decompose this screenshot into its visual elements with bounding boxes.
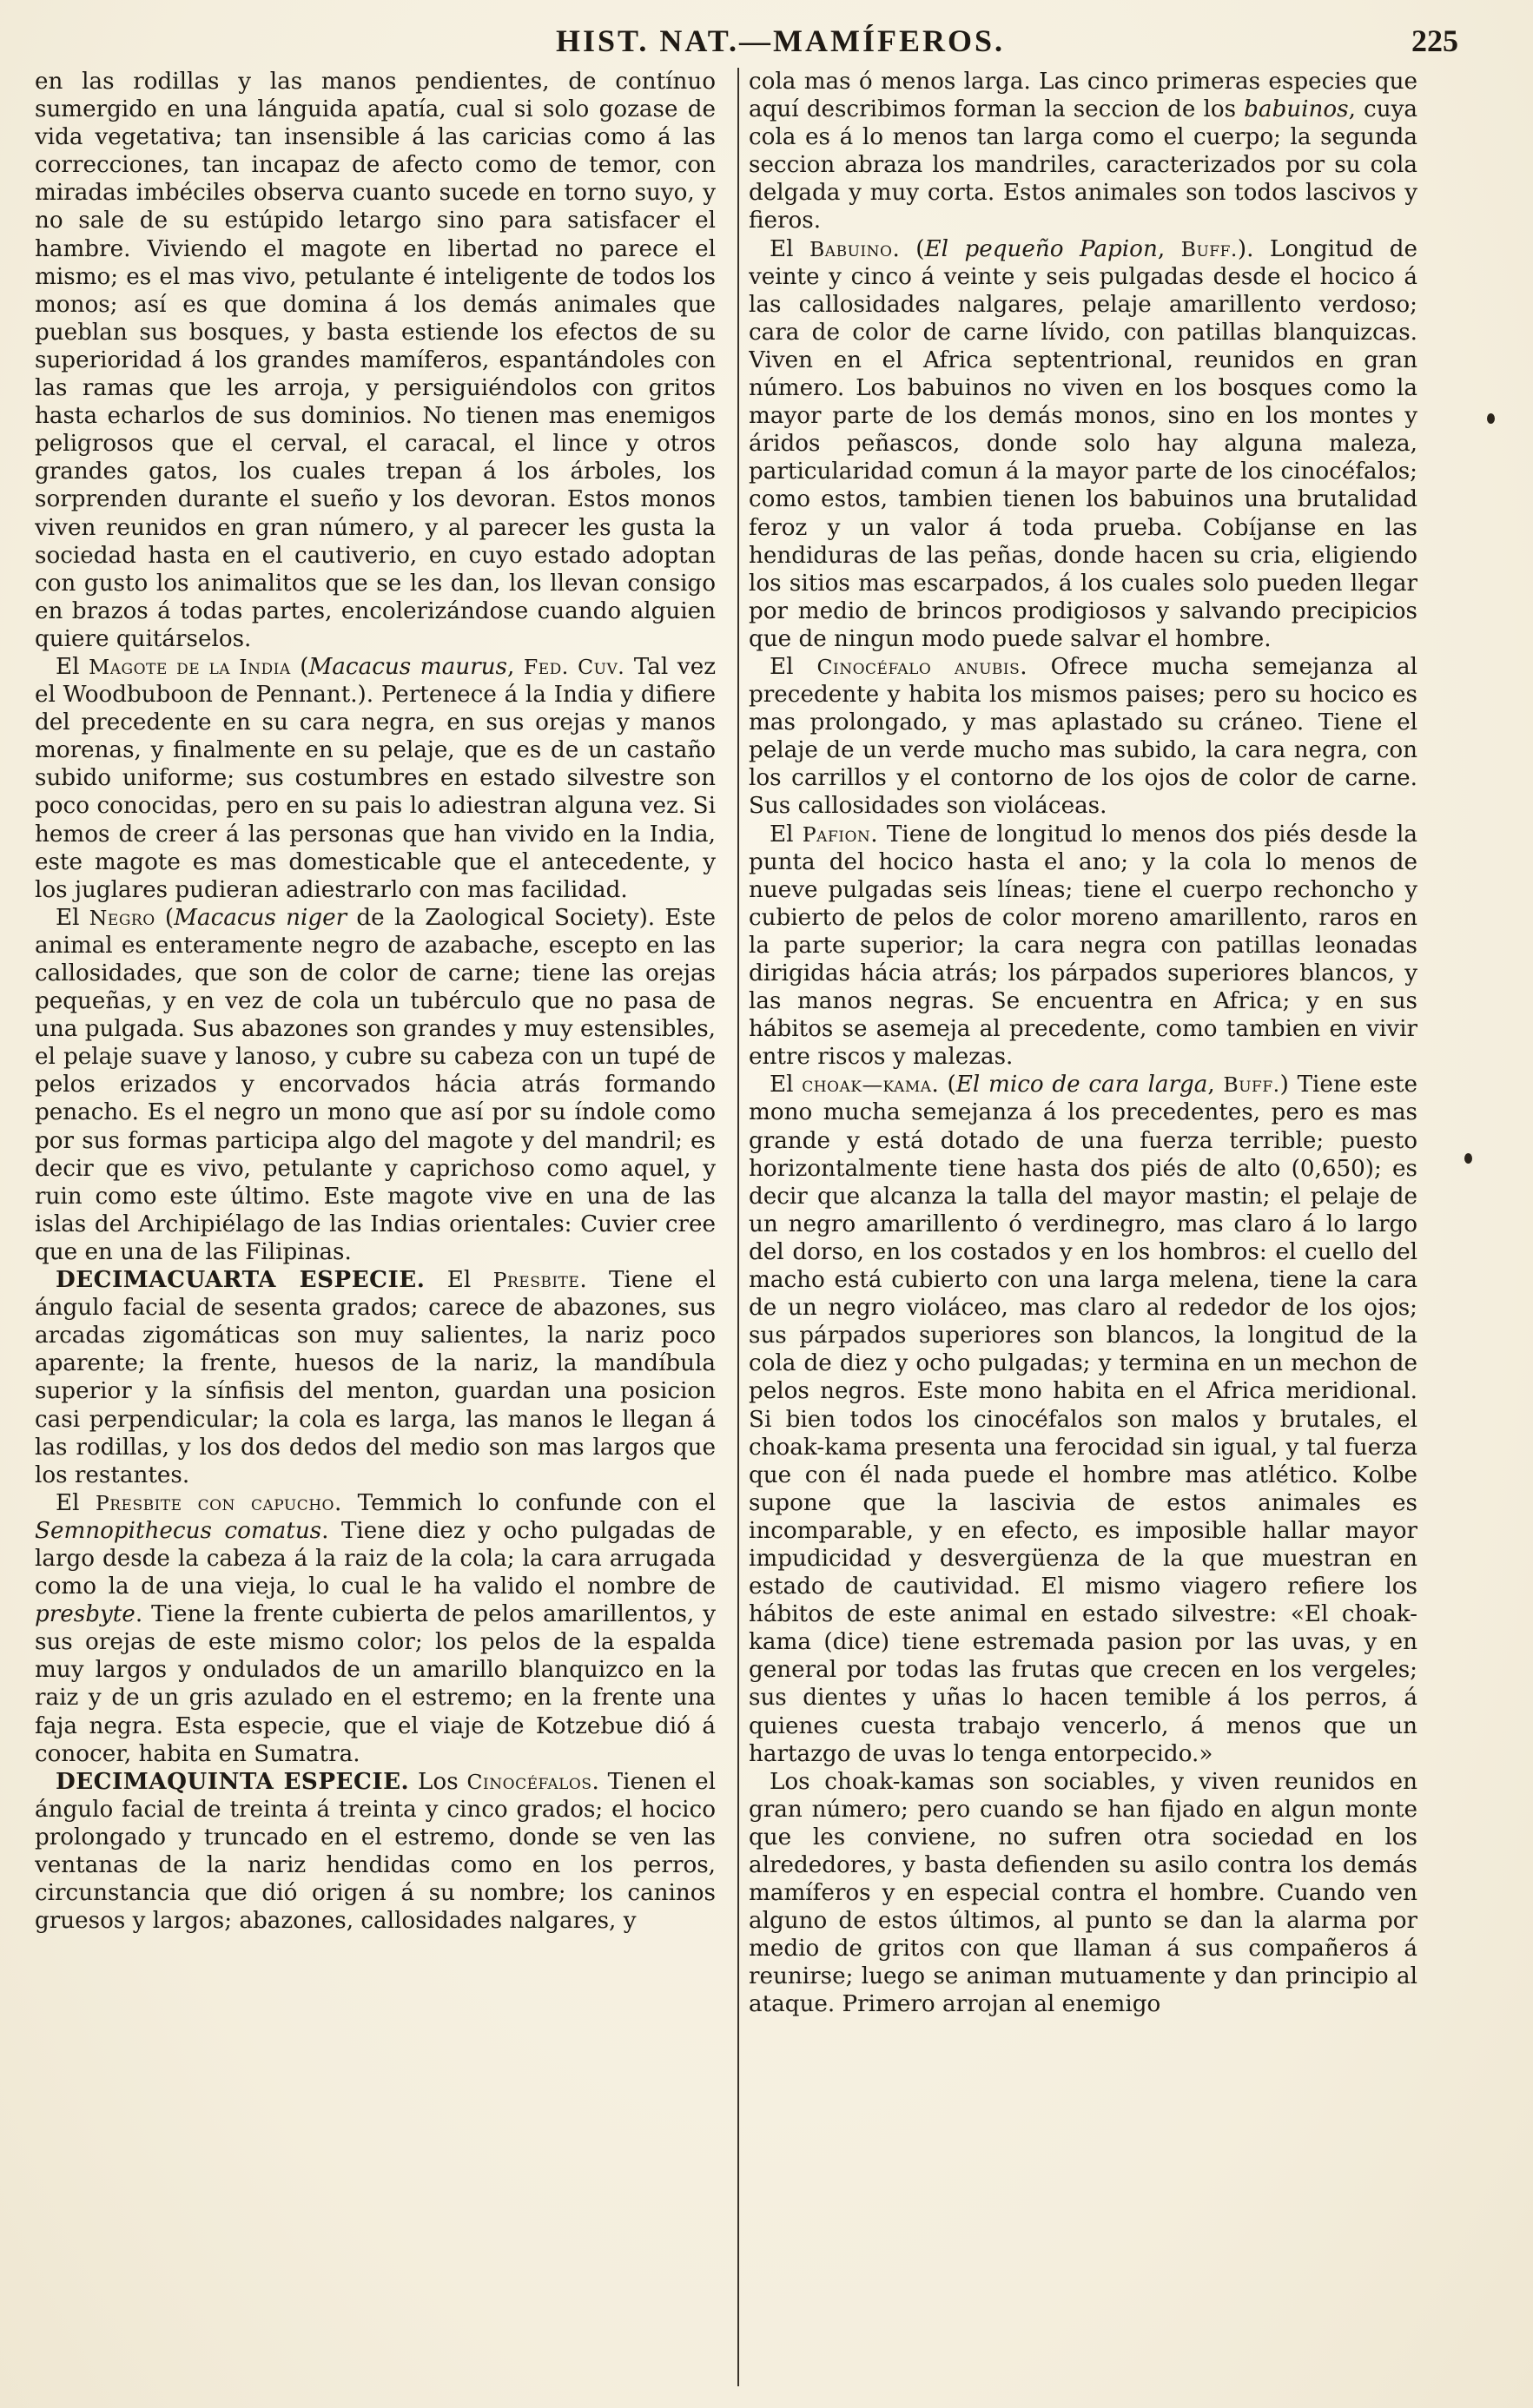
section-heading: DECIMACUARTA ESPECIE. — [56, 1266, 426, 1294]
paragraph-text: . Tienen el ángulo facial de treinta á treinta y cinco grados; el hocico prolongado y truncado en el estremo, donde se ven las ventanas de la nariz hendidas como en los perros, circunstancia que dió origen á su nombre; los caninos gruesos y largos; abazones, callosidades nalgares, y — [35, 1768, 716, 1935]
paragraph-magote-india: El Magote de la India (Macacus maurus, Fed. Cuv. Tal vez el Woodbuboon de Pennant.). Pertenece á la India y difiere del precedente en su cara negra, en sus orejas y manos morenas, y finalmente en su pelaje, que es de un castaño subido uniforme; sus costumbres en estado silvestre son poco conocidas, pero en su pais lo adiestran alguna vez. Si hemos de creer á las personas que han vivido en la India, este magote es mas domesticable que el antecedente, y los juglares pudieran adiestrarlo con mas facilidad. — [35, 653, 716, 903]
paragraph-text: . Tiene de longitud lo menos dos piés desde la punta del hocico hasta el ano; y la cola lo menos de nueve pulgadas seis líneas; tiene el cuerpo rechoncho y cubierto de pelos de color moreno amarillento, raros en la parte superior; la cara negra con patillas leonadas dirigidas hácia atrás; los párpados superiores blancos, y las manos negras. Se encuentra en Africa; y en sus hábitos se asemeja al precedente, como tambien en vivir entre riscos y malezas. — [749, 821, 1417, 1071]
common-name: El pequeño Papion — [924, 235, 1158, 262]
scientific-name: Macacus maurus — [308, 653, 507, 680]
paragraph-decimaquinta: DECIMAQUINTA ESPECIE. Los Cinocéfalos. Tienen el ángulo facial de treinta á treinta y cinco grados; el hocico prolongado y truncado en el estremo, donde se ven las ventanas de la nariz hendidas como en los perros, circunstancia que dió origen á su nombre; los caninos gruesos y largos; abazones, callosidades nalgares, y — [35, 1767, 716, 1935]
paragraph-choak-kama: El choak—kama. (El mico de cara larga, Buff.) Tiene este mono mucha semejanza á los precedentes, pero es mas grande y está dotado de una fuerza terrible; puesto horizontalmente tiene hasta dos piés de alto (0,650); es decir que alcanza la talla del mayor mastin; el pelaje de un negro amarillento ó verdinegro, mas claro á lo largo del dorso, en los costados y en los hombros: el cuello del macho está cubierto con una larga melena, tiene la cara de un negro violáceo, mas claro al rededor de los ojos; sus párpados superiores son blancos, la longitud de la cola de diez y ocho pulgadas; y termina en un mechon de pelos negros. Este mono habita en el Africa meridional. Si bien todos los cinocéfalos son malos y brutales, el choak-kama presenta una ferocidad sin igual, y tal fuerza que con él nada puede el hombre mas atlético. Kolbe supone que la lascivia de estos animales es incomparable, y en efecto, es imposible hallar mayor impudicidad y desvergüenza de la que muestran en estado de cautividad. El mismo viagero refiere los hábitos de este animal en estado silvestre: «El choak-kama (dice) tiene estremada pasion por las uvas, y en general por todas las frutas que crecen en los vergeles; sus dientes y uñas lo hacen temible á los perros, á quienes cuesta trabajo vencerlo, á menos que un hartazgo de uvas lo tenga entorpecido.» — [749, 1072, 1417, 1767]
author-abbrev: Buff. — [1223, 1072, 1280, 1098]
left-column — [35, 68, 716, 2395]
paragraph-text: . Tiene diez y ocho pulgadas de largo desde la cabeza á la raiz de la cola; la cara arrugada como la de una vieja, lo cual le ha valido el nombre de — [35, 1517, 716, 1600]
paragraph-text: . Tiene la frente cubierta de pelos amarillentos, y sus orejas de este mismo color; los pelos de la espalda muy largos y ondulados de un amarillo blanquizco en la raiz y de un gris azulado en el estremo; en la frente una faja negra. Esta especie, que el viaje de Kotzebue dió á conocer, habita en Sumatra. — [35, 1601, 716, 1767]
scientific-name: Semnopithecus comatus — [35, 1517, 322, 1544]
species-name: Cinocéfalos — [466, 1769, 592, 1794]
paragraph-magote-continued — [35, 68, 716, 653]
paragraph-text: en las rodillas y las manos pendientes, de contínuo sumergido en una lánguida apatía, cual si solo gozase de vida vegetativa; tan insensible á las caricias como á las correcciones, tan incapaz de afecto como de temor, con miradas imbéciles observa cuanto sucede en torno suyo, y no sale de su estúpido letargo sino para satisfacer el hambre. Viviendo el magote en libertad no parece el mismo; es el mas vivo, petulante é inteligente de todos los monos; así es que domina á los demás animales que pueblan sus bosques, y basta estiende los efectos de su superioridad á los grandes mamíferos, espantándoles con las ramas que les arroja, y persiguiéndolos con gritos hasta echarlos de sus dominios. No tienen mas enemigos peligrosos que el cerval, el caracal, el lince y otros grandes gatos, los cuales trepan á los árboles, los sorprenden durante el sueño y los devoran. Estos monos viven reunidos en gran número, y al parecer les gusta la sociedad hasta en el cautiverio, en cuyo estado adoptan con gusto los animalitos que se les dan, los llevan consigo en brazos á todas partes, encolerizándose cuando alguien quiere quitárselos. — [35, 69, 716, 652]
paragraph-babuino: El Babuino. (El pequeño Papion, Buff.). Longitud de veinte y cinco á veinte y seis pulgadas desde el hocico á las callosidades nalgares, pelaje amarillento verdoso; cara de color de carne lívido, con patillas blanquizcas. Viven en el Africa septentrional, reunidos en gran número. Los babuinos no viven en los bosques como la mayor parte de los demás monos, sino en los montes y áridos peñascos, donde solo hay alguna maleza, particularidad comun á la mayor parte de los cinocéfalos; como estos, tambien tienen los babuinos una brutalidad feroz y un valor á toda prueba. Cobíjanse en las hendiduras de las peñas, donde hacen su cria, eligiendo los sitios mas escarpados, á los cuales solo pueden llegar por medio de brincos prodigiosos y salvando precipicios que de ningun modo puede salvar el hombre. — [749, 235, 1417, 652]
common-name: El mico de cara larga — [955, 1072, 1208, 1098]
species-name: Cinocéfalo anubis — [816, 654, 1021, 679]
species-name: Negro — [89, 905, 155, 930]
species-name: Magote de la India — [89, 654, 291, 679]
italic-word: babuinos — [1244, 96, 1349, 123]
paragraph-text: cola mas ó menos larga. Las cinco primeras especies que aquí describimos forman la seccion de los — [749, 69, 1417, 123]
paragraph-anubis: El Cinocéfalo anubis. Ofrece mucha semejanza al precedente y habita los mismos paises; pero su hocico es mas prolongado, y mas aplastado su cráneo. Tiene el pelaje de un verde mucho mas subido, la cara negra, con los carrillos y el contorno de los ojos de color de carne. Sus callosidades son violáceas. — [749, 653, 1417, 820]
italic-word: presbyte — [35, 1601, 135, 1628]
species-name: Pafion — [802, 821, 871, 847]
paragraph-text: Tal vez el Woodbuboon de Pennant.). Pertenece á la India y difiere del precedente en su cara negra, en sus orejas y manos morenas, y finalmente en su pelaje, que es de un castaño subido uniforme; sus costumbres en estado silvestre son poco conocidas, pero en su pais lo adiestran alguna vez. Si hemos de creer á las personas que han vivido en la India, este magote es mas domesticable que el antecedente, y los juglares pudieran adiestrarlo con mas facilidad. — [35, 653, 716, 903]
paragraph-text: ). Longitud de veinte y cinco á veinte y seis pulgadas desde el hocico á las callosidades nalgares, pelaje amarillento verdoso; cara de color de carne lívido, con patillas blanquizcas. Viven en el Africa septentrional, reunidos en gran número. Los babuinos no viven en los bosques como la mayor parte de los demás monos, sino en los montes y áridos peñascos, donde solo hay alguna maleza, particularidad comun á la mayor parte de los cinocéfalos; como estos, tambien tienen los babuinos una brutalidad feroz y un valor á toda prueba. Cobíjanse en las hendiduras de las peñas, donde hacen su cria, eligiendo los sitios mas escarpados, á los cuales solo pueden llegar por medio de brincos prodigiosos y salvando precipicios que de ningun modo puede salvar el hombre. — [749, 235, 1417, 652]
author-abbrev: Fed. Cuv. — [523, 654, 625, 679]
author-abbrev: Buff. — [1180, 236, 1238, 261]
species-name: Babuino — [809, 236, 893, 261]
paragraph-text: Los choak-kamas son sociables, y viven reunidos en gran número; pero cuando se han fijado en algun monte que les conviene, no sufren otra sociedad en los alrededores, y basta defienden su asilo contra los demás mamíferos y en especial contra el hombre. Cuando ven alguno de estos últimos, al punto se dan la alarma por medio de gritos con que llaman á sus compañeros á reunirse; luego se animan mutuamente y dan principio al ataque. Primero arrojan al enemigo — [749, 1768, 1417, 2018]
section-heading: DECIMAQUINTA ESPECIE. — [56, 1767, 410, 1795]
paragraph-presbite-capucho: El Presbite con capucho. Temmich lo confunde con el Semnopithecus comatus. Tiene diez y ocho pulgadas de largo desde la cabeza á la raiz de la cola; la cara arrugada como la de una vieja, lo cual le ha valido el nombre de presbyte. Tiene la frente cubierta de pelos amarillentos, y sus orejas de este mismo color; los pelos de la espalda muy largos y ondulados de un amarillo blanquizco en la raiz y de un gris azulado en el estremo; en la frente una faja negra. Esta especie, que el viaje de Kotzebue dió á conocer, habita en Sumatra. — [35, 1489, 716, 1767]
scientific-name: Macacus niger — [174, 904, 347, 931]
paragraph-text: , cuya cola es á lo menos tan larga como el cuerpo; la segunda seccion abraza los mandriles, caracterizados por su cola delgada y muy corta. Estos animales son todos lascivos y fieros. — [749, 96, 1417, 234]
paragraph-text: . Temmich lo confunde con el — [334, 1489, 716, 1516]
running-header — [0, 12, 1533, 73]
column-divider — [737, 68, 739, 2386]
species-name: Presbite con capucho — [95, 1490, 334, 1515]
ink-blot-mark — [1487, 413, 1495, 424]
page-number: 225 — [1411, 23, 1458, 58]
paragraph-text: . Tiene el ángulo facial de sesenta grados; carece de abazones, sus arcadas zigomáticas son muy salientes, la nariz poco aparente; la frente, huesos de la nariz, la mandíbula superior y la sínfisis del menton, guardan una posicion casi perpendicular; la cola es larga, las manos le llegan á las rodillas, y los dos dedos del medio son mas largos que los restantes. — [35, 1267, 716, 1488]
paragraph-negro: El Negro (Macacus niger de la Zaological Society). Este animal es enteramente negro de azabache, escepto en las callosidades, que son de color de carne; tiene las orejas pequeñas, y en vez de cola un tubérculo que no pasa de una pulgada. Sus abazones son grandes y muy estensibles, el pelaje suave y lanoso, y cubre su cabeza con un tupé de pelos erizados y encorvados hácia atrás formando penacho. Es el negro un mono que así por su índole como por sus formas participa algo del magote y del mandril; es decir que es vivo, petulante y caprichoso como aquel, y ruin como este último. Este magote vive en una de las islas del Archipiélago de las Indias orientales: Cuvier cree que en una de las Filipinas. — [35, 904, 716, 1265]
species-name: Presbite — [492, 1268, 580, 1293]
ink-blot-mark — [1464, 1153, 1472, 1164]
paragraph-pafion: El Pafion. Tiene de longitud lo menos dos piés desde la punta del hocico hasta el ano; y la cola lo menos de nueve pulgadas seis líneas; tiene el cuerpo rechoncho y cubierto de pelos de color moreno amarillento, raros en la parte superior; la cara negra con patillas leonadas dirigidas hácia atrás; los párpados superiores blancos, y las manos negras. Se encuentra en Africa; y en sus hábitos se asemeja al precedente, como tambien en vivir entre riscos y malezas. — [749, 821, 1417, 1071]
running-title: HIST. NAT.—MAMÍFEROS. — [556, 23, 1006, 58]
paragraph-text: de la Zaological Society). Este animal es enteramente negro de azabache, escepto en las callosidades, que son de color de carne; tiene las orejas pequeñas, y en vez de cola un tubérculo que no pasa de una pulgada. Sus abazones son grandes y muy estensibles, el pelaje suave y lanoso, y cubre su cabeza con un tupé de pelos erizados y encorvados hácia atrás formando penacho. Es el negro un mono que así por su índole como por sus formas participa algo del magote y del mandril; es decir que es vivo, petulante y caprichoso como aquel, y ruin como este último. Este magote vive en una de las islas del Archipiélago de las Indias orientales: Cuvier cree que en una de las Filipinas. — [35, 904, 716, 1265]
paragraph-choak-kamas-social — [749, 1768, 1417, 2019]
paragraph-decimacuarta: DECIMACUARTA ESPECIE. El Presbite. Tiene el ángulo facial de sesenta grados; carece de abazones, sus arcadas zigomáticas son muy salientes, la nariz poco aparente; la frente, huesos de la nariz, la mandíbula superior y la sínfisis del menton, guardan una posicion casi perpendicular; la cola es larga, las manos le llegan á las rodillas, y los dos dedos del medio son mas largos que los restantes. — [35, 1266, 716, 1488]
right-column — [749, 68, 1417, 2395]
paragraph-cinocefalos-continued — [749, 68, 1417, 235]
paragraph-text: . Ofrece mucha semejanza al precedente y habita los mismos paises; pero su hocico es mas prolongado, y mas aplastado su cráneo. Tiene el pelaje de un verde mucho mas subido, la cara negra, con los carrillos y el contorno de los ojos de color de carne. Sus callosidades son violáceas. — [749, 653, 1417, 820]
species-name: choak—kama — [802, 1072, 932, 1098]
paragraph-text: ) Tiene este mono mucha semejanza á los precedentes, pero es mas grande y está dotado de una fuerza terrible; puesto horizontalmente tiene hasta dos piés de alto (0,650); es decir que alcanza la talla del mayor mastin; el pelaje de un negro amarillento ó verdinegro, mas claro á lo largo del dorso, en los costados y en los hombros: el cuello del macho está cubierto con una larga melena, tiene la cara de un negro violáceo, mas claro al rededor de los ojos; sus párpados superiores son blancos, la longitud de la cola de diez y ocho pulgadas; y termina en un mechon de pelos negros. Este mono habita en el Africa meridional. Si bien todos los cinocéfalos son malos y brutales, el choak-kama presenta una ferocidad sin igual, y tal fuerza que con él nada puede el hombre mas atlético. Kolbe supone que la lascivia de estos animales es incomparable, y en efecto, es imposible hallar mayor impudicidad y desvergüenza de la que muestran en estado de cautividad. El mismo viagero refiere los hábitos de este animal en estado silvestre: «El choak-kama (dice) tiene estremada pasion por las uvas, y en general por todas las frutas que crecen en los vergeles; sus dientes y uñas lo hacen temible á los perros, á quienes cuesta trabajo vencerlo, á menos que un hartazgo de uvas lo tenga entorpecido.» — [749, 1072, 1417, 1767]
